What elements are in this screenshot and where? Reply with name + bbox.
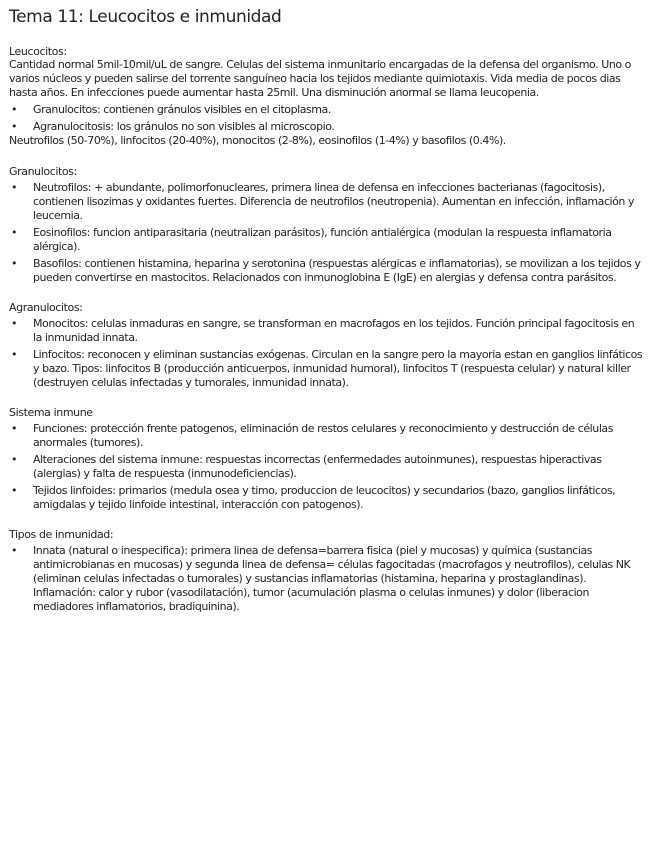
list-item: • Funciones: protección frente patogenos, eliminación de restos celulares y reconocimiento y destrucción de células anormales (tumores).	[9, 422, 644, 450]
section-heading: Tipos de inmunidad:	[9, 528, 114, 541]
section-heading: Leucocitos:	[9, 45, 67, 58]
section-sistema-inmune	[9, 406, 644, 512]
section-agranulocitos	[9, 301, 644, 390]
list-item: • Linfocitos: reconocen y eliminan sustancias exógenas. Circulan en la sangre pero la mayoria estan en ganglios linfáticos y bazo. Tipos: linfocitos B (producción anticuerpos, inmunidad humoral), linfocitos T (respuesta celular) y natural killer (destruyen celulas infectadas y tumorales, inmunidad innata).	[9, 348, 644, 390]
list-item: • Basofilos: contienen histamina, heparina y serotonina (respuestas alérgicas e inflamatorias), se movilizan a los tejidos y pueden convertirse en mastocitos. Relacionados con inmunoglobina E (IgE) en alergias y defensa contra parásitos.	[9, 257, 644, 285]
list-item: • Granulocitos: contienen gránulos visibles en el citoplasma.	[9, 103, 644, 117]
distribution-paragraph: Neutrofilos (50-70%), linfocitos (20-40%), monocitos (2-8%), eosinofilos (1-4%) y basofilos (0.4%).	[9, 134, 506, 147]
list-item: • Tejidos linfoides: primarios (medula osea y timo, produccion de leucocitos) y secundarios (bazo, ganglios linfáticos, amigdalas y tejido linfoide intestinal, interacción con patogenos).	[9, 484, 644, 512]
section-heading: Agranulocitos:	[9, 301, 83, 314]
bullet-list	[9, 103, 644, 134]
bullet-list	[9, 544, 644, 614]
section-granulocitos	[9, 165, 644, 285]
list-item: • Alteraciones del sistema inmune: respuestas incorrectas (enfermedades autoinmunes), respuestas hiperactivas (alergias) y falta de respuesta (inmunodeficiencias).	[9, 453, 644, 481]
list-item: • Neutrofilos: + abundante, polimorfonucleares, primera linea de defensa en infecciones bacterianas (fagocitosis), contienen lisozimas y oxidantes fuertes. Diferencia de neutrofilos (neutropenia). Aumentan en infección, inflamación y leucemia.	[9, 181, 644, 223]
bullet-list	[9, 317, 644, 390]
list-item: • Innata (natural o inespecifica): primera linea de defensa=barrera fisica (piel y mucosas) y química (sustancias antimicrobianas en mucosas) y segunda linea de defensa= células fagocitadas (macrofagos y neutrofilos), celulas NK (eliminan celulas infectadas o tumorales) y sustancias inflamatorias (histamina, heparina y prostaglandinas). Inflamación: calor y rubor (vasodilatación), tumor (acumulación plasma o celulas inmunes) y dolor (liberacion mediadores inflamatorios, bradiquinina).	[9, 544, 644, 614]
list-item: • Eosinofilos: funcion antiparasitaria (neutralizan parásitos), función antialérgica (modulan la respuesta inflamatoria alérgica).	[9, 226, 644, 254]
intro-paragraph: Cantidad normal 5mil-10mil/uL de sangre. Celulas del sistema inmunitario encargadas de la defensa del organismo. Uno o varios núcleos y pueden salirse del torrente sanguíneo hacia los tejidos mediante quimiotaxis. Vida media de pocos dias hasta años. En infecciones puede aumentar hasta 25mil. Una disminución anormal se llama leucopenia.	[9, 58, 631, 99]
list-item: • Agranulocitosis: los gránulos no son visibles al microscopio.	[9, 120, 644, 134]
section-heading: Sistema inmune	[9, 406, 93, 419]
bullet-list	[9, 422, 644, 512]
section-leucocitos	[9, 45, 644, 148]
section-tipos-inmunidad	[9, 528, 644, 614]
section-heading: Granulocitos:	[9, 165, 77, 178]
list-item: • Monocitos: celulas inmaduras en sangre, se transforman en macrofagos en los tejidos. Función principal fagocitosis en la inmunidad innata.	[9, 317, 644, 345]
bullet-list	[9, 181, 644, 285]
page-title: Tema 11: Leucocitos e inmunidad	[9, 7, 282, 27]
